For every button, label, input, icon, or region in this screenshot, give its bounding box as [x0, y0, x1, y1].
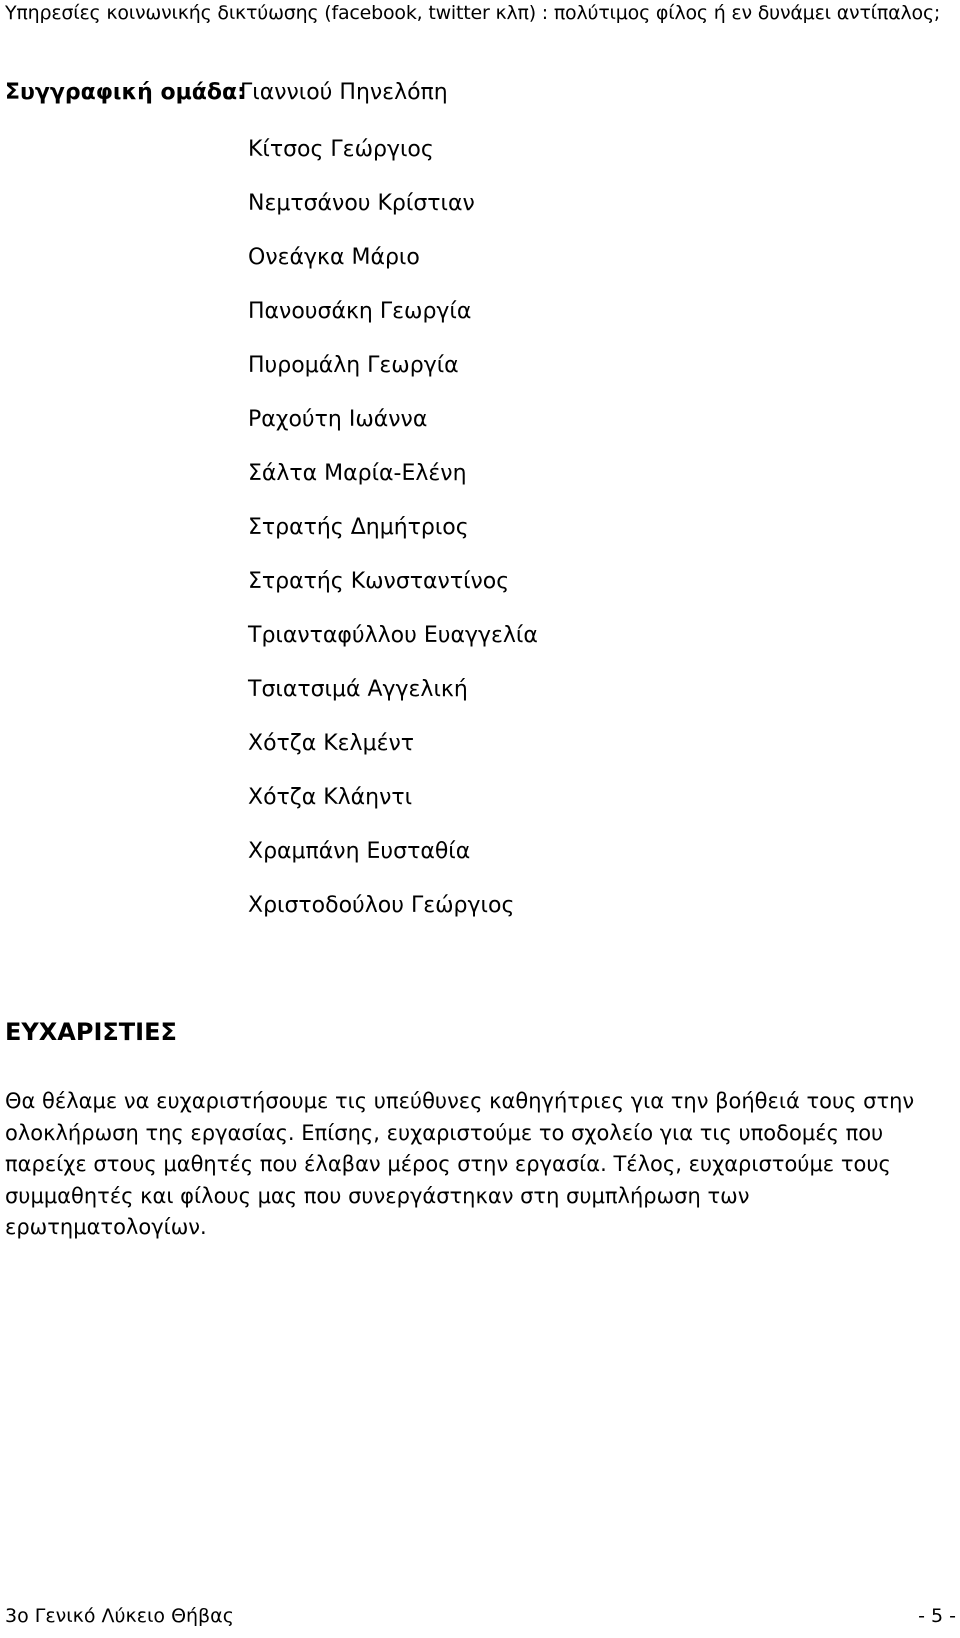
author-name: Στρατής Κωνσταντίνος	[248, 569, 510, 594]
author-name: Πανουσάκη Γεωργία	[248, 299, 472, 324]
footer-school-name: 3ο Γενικό Λύκειο Θήβας	[5, 1605, 234, 1627]
authors-label: Συγγραφική ομάδα:	[5, 80, 246, 105]
author-name: Χότζα Κλάηντι	[248, 785, 413, 810]
author-name: Χραμπάνη Ευσταθία	[248, 839, 471, 864]
author-name: Ραχούτη Ιωάννα	[248, 407, 428, 432]
author-name: Ονεάγκα Μάριο	[248, 245, 420, 270]
author-name: Γιαννιού Πηνελόπη	[240, 80, 448, 105]
footer-page-number: - 5 -	[918, 1605, 956, 1627]
author-name: Τσιατσιμά Αγγελική	[248, 677, 468, 702]
author-name: Χότζα Κελμέντ	[248, 731, 414, 756]
author-name: Νεμτσάνου Κρίστιαν	[248, 191, 475, 216]
author-name: Πυρομάλη Γεωργία	[248, 353, 459, 378]
acknowledgements-paragraph: Θα θέλαμε να ευχαριστήσουμε τις υπεύθυνες καθηγήτριες για την βοήθειά τους στην ολοκλήρωση της εργασίας. Επίσης, ευχαριστούμε το σχολείο για τις υποδομές που παρείχε στους μαθητές που έλαβαν μέρος στην εργασία. Τέλος, ευχαριστούμε τους συμμαθητές και φίλους μας που συνεργάστηκαν στη συμπλήρωση των ερωτηματολογίων.	[5, 1089, 915, 1239]
authors-list	[248, 134, 538, 944]
author-name: Στρατής Δημήτριος	[248, 515, 469, 540]
author-name: Σάλτα Μαρία-Ελένη	[248, 461, 467, 486]
author-name: Χριστοδούλου Γεώργιος	[248, 893, 515, 918]
page-header-title: Υπηρεσίες κοινωνικής δικτύωσης (facebook, twitter κλπ) : πολύτιμος φίλος ή εν δυνάμει αντίπαλος;	[5, 2, 941, 24]
author-name: Κίτσος Γεώργιος	[248, 137, 434, 162]
author-name: Τριανταφύλλου Ευαγγελία	[248, 623, 538, 648]
acknowledgements-heading: ΕΥΧΑΡΙΣΤΙΕΣ	[5, 1018, 177, 1046]
